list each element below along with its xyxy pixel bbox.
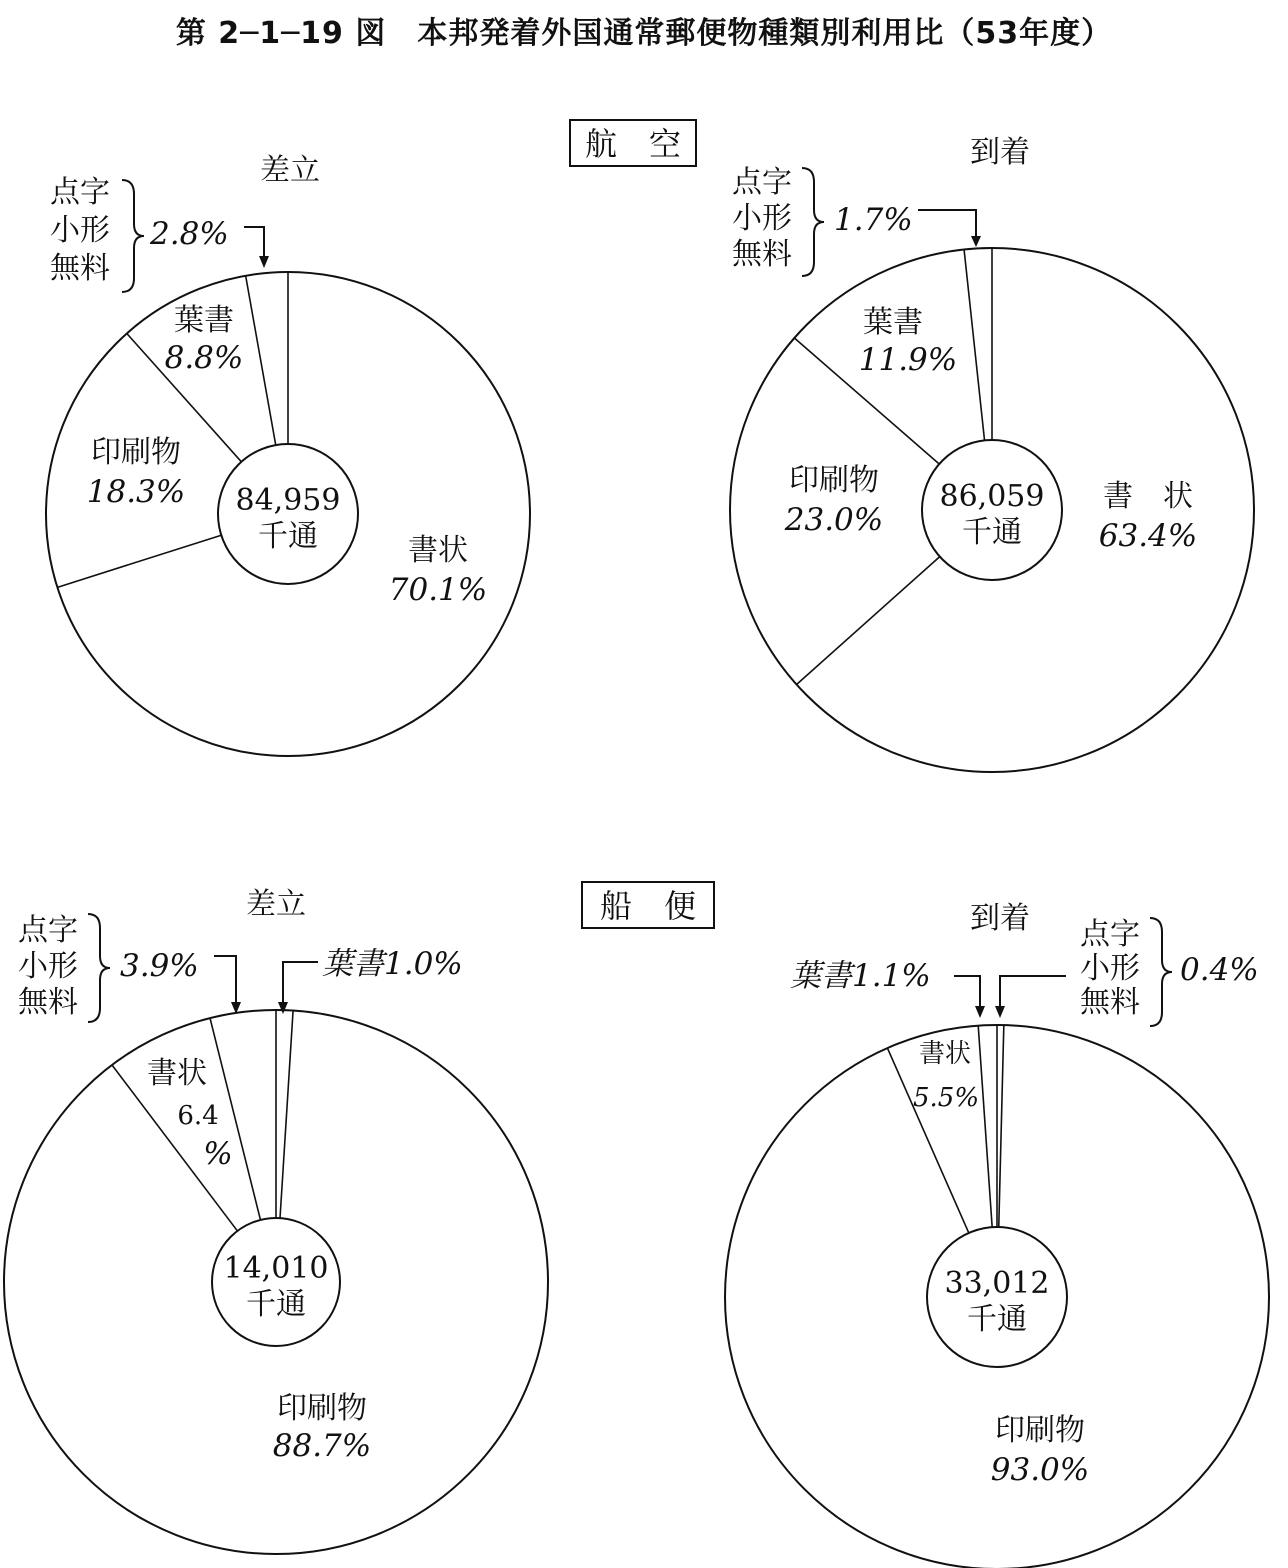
chart2-leader-tenji <box>918 210 976 240</box>
chart3-tenji-line3: 無料 <box>18 985 78 1020</box>
chart4-value-insatsu: 93.0% <box>990 1452 1090 1488</box>
section-label-air: 航 空 <box>584 125 682 163</box>
chart4-leader-tenji-arrow <box>995 1006 1005 1018</box>
chart1-brace <box>122 180 144 292</box>
chart2-tenji-line3: 無料 <box>732 237 792 272</box>
chart1-label-insatsu: 印刷物 <box>91 435 181 470</box>
chart3-label-hagaki: 葉書1.0% <box>322 946 463 982</box>
chart3-label-shojo: 書状 <box>147 1056 207 1091</box>
chart2-leader-arrow <box>971 236 981 247</box>
pie-sea-sent <box>4 1010 548 1554</box>
pie-total-value: 84,959 <box>235 483 341 518</box>
chart4-value-shojo: 5.5% <box>912 1083 980 1113</box>
chart4-tenji-line2: 小形 <box>1080 951 1140 986</box>
chart4-brace <box>1150 918 1172 1026</box>
pie-total-unit: 千通 <box>967 1302 1027 1337</box>
chart4-label-shojo: 書状 <box>918 1039 972 1069</box>
chart2-tenji-line2: 小形 <box>732 201 792 236</box>
chart3-tenji-line2: 小形 <box>18 949 78 984</box>
chart2-value-tenji: 1.7% <box>834 202 913 238</box>
chart2-value-hagaki: 11.9% <box>858 342 958 378</box>
chart4-label-hagaki: 葉書1.1% <box>790 958 931 994</box>
chart2-brace <box>802 168 824 276</box>
chart4-value-tenji: 0.4% <box>1180 952 1259 988</box>
pie-total-value: 86,059 <box>939 479 1045 514</box>
pie-total-value: 14,010 <box>223 1251 329 1286</box>
chart4-header: 到着 <box>970 901 1030 936</box>
chart1-value-insatsu: 18.3% <box>86 474 186 510</box>
figure-title: 第 2─1─19 図 本邦発着外国通常郵便物種類別利用比（53年度） <box>175 16 1113 51</box>
chart3-leader-tenji <box>214 956 236 1006</box>
chart2-label-shojo: 書 状 <box>1103 479 1193 514</box>
chart4-leader-hagaki <box>954 976 980 1010</box>
chart1-value-shojo: 70.1% <box>388 572 488 608</box>
chart1-value-tenji: 2.8% <box>150 216 229 252</box>
chart1-label-hagaki: 葉書 <box>174 303 234 338</box>
chart3-value-insatsu: 88.7% <box>272 1428 372 1464</box>
pie-total-unit: 千通 <box>246 1287 306 1322</box>
pie-total-unit: 千通 <box>962 515 1022 550</box>
chart3-tenji-line1: 点字 <box>18 913 78 948</box>
chart2-header: 到着 <box>970 135 1030 170</box>
chart2-tenji-line1: 点字 <box>732 165 792 200</box>
chart3-label-insatsu: 印刷物 <box>277 1391 367 1426</box>
chart3-header: 差立 <box>246 887 306 922</box>
chart3-value-tenji: 3.9% <box>120 948 199 984</box>
section-label-sea: 船 便 <box>599 887 697 925</box>
pie-air-sent <box>46 272 530 756</box>
chart4-tenji-line3: 無料 <box>1080 985 1140 1020</box>
chart2-label-insatsu: 印刷物 <box>789 463 879 498</box>
chart1-tenji-line3: 無料 <box>50 251 110 286</box>
chart2-value-insatsu: 23.0% <box>784 502 884 538</box>
chart3-leader-hagaki <box>283 962 318 1006</box>
chart1-leader-arrow <box>259 256 269 268</box>
pie-total-value: 33,012 <box>944 1266 1050 1301</box>
chart4-leader-tenji <box>1000 976 1066 1010</box>
chart1-value-hagaki: 8.8% <box>164 340 244 376</box>
chart4-leader-hagaki-arrow <box>975 1006 985 1018</box>
chart2-label-hagaki: 葉書 <box>863 305 923 340</box>
chart1-header: 差立 <box>260 153 320 188</box>
chart1-tenji-line1: 点字 <box>50 175 110 210</box>
chart3-value-shojo-sign: % <box>203 1136 233 1172</box>
chart4-label-insatsu: 印刷物 <box>995 1413 1085 1448</box>
chart3-value-shojo-num: 6.4 <box>177 1101 219 1131</box>
chart4-tenji-line1: 点字 <box>1080 917 1140 952</box>
chart1-tenji-line2: 小形 <box>50 213 110 248</box>
chart3-brace <box>88 914 110 1022</box>
pie-total-unit: 千通 <box>258 519 318 554</box>
chart2-value-shojo: 63.4% <box>1098 518 1198 554</box>
chart1-label-shojo: 書状 <box>408 533 468 568</box>
